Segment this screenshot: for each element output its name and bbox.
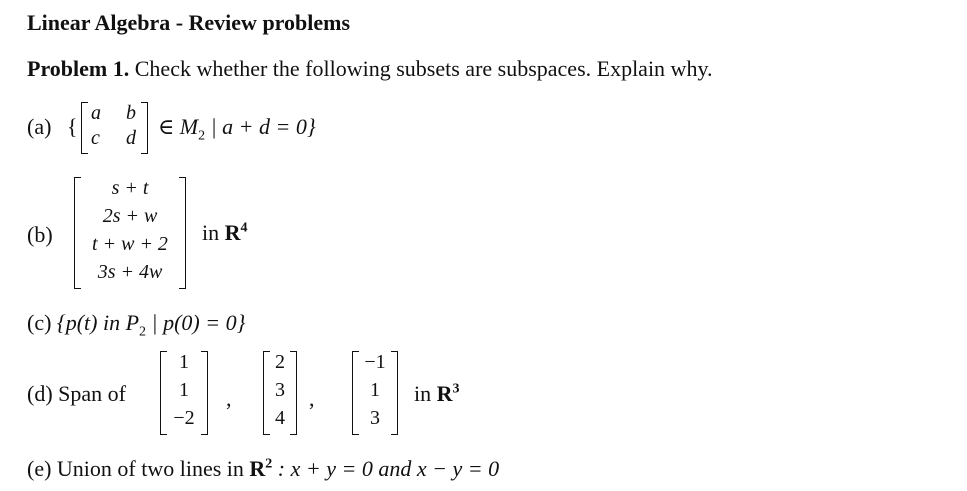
part-a-label: (a) — [27, 114, 52, 139]
part-a-condition: | a + d = 0} — [205, 114, 316, 139]
part-c-condition: | p(0) = 0} — [146, 310, 246, 335]
vector-entry: −2 — [173, 407, 195, 429]
part-d-in: in — [414, 381, 432, 406]
vector-entry: t + w + 2 — [92, 233, 168, 255]
part-e — [27, 456, 499, 482]
vector-entry: s + t — [111, 177, 149, 199]
part-c-subscript: 2 — [139, 324, 147, 340]
part-e-exponent: 2 — [265, 456, 273, 472]
vector-separator: , — [226, 386, 232, 411]
part-a-open-brace: { — [67, 114, 78, 139]
problem-text: Check whether the following subsets are subspaces. Explain why. — [134, 56, 713, 81]
problem-statement — [27, 56, 713, 82]
vector-separator: , — [309, 386, 315, 411]
part-d-label: (d) Span of — [27, 381, 126, 406]
part-a-set-condition — [158, 114, 316, 144]
matrix-entry-a: a — [91, 102, 101, 124]
matrix-entry-c: c — [91, 127, 100, 149]
part-a-matrix — [81, 102, 148, 154]
vector-entry: 1 — [179, 351, 189, 373]
part-e-label: (e) Union of two lines in — [27, 456, 244, 481]
vector-entry: −1 — [364, 351, 386, 373]
part-a-membership: ∈ M — [158, 114, 199, 139]
problem-label: Problem 1. — [27, 56, 130, 81]
vector-entry: 3 — [370, 407, 380, 429]
part-b-r: R — [224, 220, 241, 245]
part-b-in: in — [202, 220, 220, 245]
part-d-vector-1 — [160, 351, 208, 435]
part-c-set: {p(t) in P — [56, 310, 140, 335]
part-c-label: (c) — [27, 310, 52, 335]
part-b-vector — [74, 177, 186, 289]
part-c — [27, 310, 246, 340]
matrix-entry-d: d — [126, 127, 136, 149]
vector-entry: 2s + w — [102, 205, 158, 227]
part-b-exponent: 4 — [240, 220, 248, 236]
page-title: Linear Algebra - Review problems — [27, 10, 351, 35]
part-b-space — [202, 220, 248, 246]
part-e-r: R — [249, 456, 266, 481]
part-d-exponent: 3 — [452, 381, 460, 397]
part-a-subscript: 2 — [198, 128, 206, 144]
vector-entry: 1 — [179, 379, 189, 401]
part-b-label: (b) — [27, 222, 53, 247]
vector-entry: 3s + 4w — [97, 261, 163, 283]
part-d-r: R — [436, 381, 453, 406]
vector-entry: 3 — [275, 379, 285, 401]
vector-entry: 4 — [275, 407, 285, 429]
part-e-equations: : x + y = 0 and x − y = 0 — [272, 456, 500, 481]
part-d-space — [414, 381, 460, 407]
part-d-vector-2 — [263, 351, 297, 435]
part-d-vector-3 — [352, 351, 398, 435]
vector-entry: 1 — [370, 379, 380, 401]
vector-entry: 2 — [275, 351, 285, 373]
matrix-entry-b: b — [126, 102, 136, 124]
